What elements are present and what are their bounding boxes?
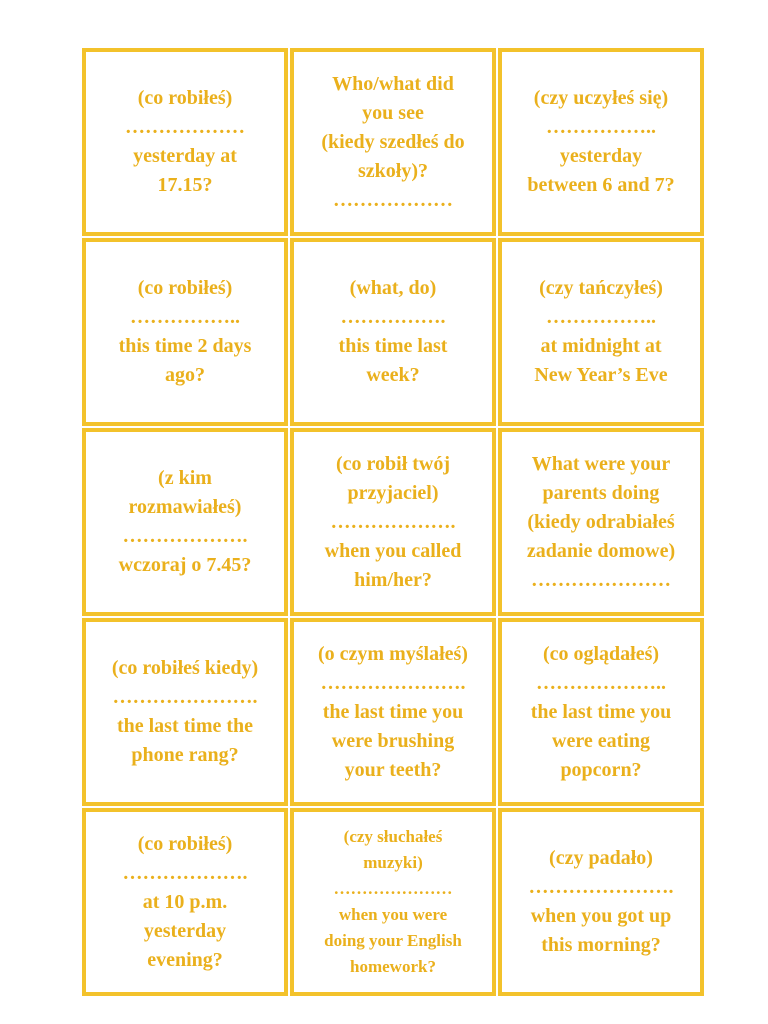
card-13-dots: ………………. — [122, 861, 248, 884]
card-8-line-4: when you called — [324, 539, 462, 562]
card-12-line-5: popcorn? — [560, 758, 642, 781]
card-7-line-2: rozmawiałeś) — [128, 496, 242, 518]
card-2-line-1: Who/what did — [332, 72, 454, 95]
card-5-line-1: (what, do) — [349, 277, 437, 299]
card-15 — [498, 808, 704, 996]
card-11-line-3: the last time you — [322, 700, 464, 723]
card-4 — [82, 238, 288, 426]
card-3 — [498, 48, 704, 236]
card-12-line-1: (co oglądałeś) — [542, 642, 660, 665]
card-4-dots: …………….. — [130, 306, 240, 328]
card-8-line-1: (co robił twój — [335, 452, 451, 475]
card-5-dots: ……………. — [340, 306, 446, 328]
card-13-line-1: (co robiłeś) — [137, 832, 233, 855]
card-12-dots: ……………….. — [536, 671, 666, 694]
card-5-line-4: week? — [366, 364, 420, 386]
card-4-line-1: (co robiłeś) — [137, 277, 233, 299]
card-3-line-3: yesterday — [559, 145, 643, 167]
card-7-dots: ………………. — [122, 525, 248, 547]
card-8-line-5: him/her? — [354, 568, 432, 591]
card-6-line-1: (czy tańczyłeś) — [539, 277, 663, 299]
card-14-dots: ………………… — [333, 879, 453, 898]
card-3-line-1: (czy uczyłeś się) — [533, 87, 669, 109]
card-6-line-3: at midnight at — [540, 335, 662, 357]
card-12-line-4: were eating — [552, 729, 650, 752]
card-2 — [290, 48, 496, 236]
card-13 — [82, 808, 288, 996]
card-3-line-4: between 6 and 7? — [527, 174, 675, 196]
card-14-line-4: when you were — [338, 905, 448, 924]
card-4-line-3: this time 2 days — [118, 335, 252, 357]
card-15-dots: …………………. — [528, 876, 674, 898]
card-5 — [290, 238, 496, 426]
card-8 — [290, 428, 496, 616]
card-7-line-4: wczoraj o 7.45? — [118, 554, 252, 576]
card-15-line-4: this morning? — [541, 934, 661, 956]
card-sheet — [82, 48, 704, 1000]
card-3-dots: …………….. — [546, 116, 656, 138]
card-13-line-4: yesterday — [143, 919, 227, 942]
card-6-dots: …………….. — [546, 306, 656, 328]
card-14-line-5: doing your English — [324, 931, 462, 950]
card-1-dots: ……………… — [125, 116, 245, 138]
card-15-line-3: when you got up — [530, 905, 672, 927]
card-2-dots: ……………… — [333, 188, 453, 211]
card-1 — [82, 48, 288, 236]
card-10-line-4: phone rang? — [131, 744, 239, 766]
card-2-line-3: (kiedy szedłeś do — [321, 130, 465, 153]
card-14-line-2: muzyki) — [363, 853, 423, 872]
card-11-line-1: (o czym myślałeś) — [318, 642, 468, 665]
card-9 — [498, 428, 704, 616]
card-6-line-4: New Year’s Eve — [534, 364, 668, 386]
card-2-line-4: szkoły)? — [358, 159, 428, 182]
card-7-line-1: (z kim — [158, 467, 212, 489]
card-9-line-1: What were your — [531, 452, 671, 475]
card-2-line-2: you see — [362, 101, 424, 124]
card-13-line-5: evening? — [147, 948, 223, 971]
card-4-line-4: ago? — [165, 364, 205, 386]
card-1-line-1: (co robiłeś) — [137, 87, 233, 109]
card-1-line-4: 17.15? — [157, 174, 213, 196]
card-15-line-1: (czy padało) — [549, 847, 653, 869]
card-9-line-2: parents doing — [542, 481, 660, 504]
card-11-dots: …………………. — [320, 671, 466, 694]
card-5-line-3: this time last — [338, 335, 448, 357]
card-9-dots: ………………… — [531, 568, 671, 591]
card-6 — [498, 238, 704, 426]
card-11 — [290, 618, 496, 806]
card-14-line-1: (czy słuchałeś — [343, 827, 443, 846]
card-7 — [82, 428, 288, 616]
card-8-dots: ………………. — [330, 510, 456, 533]
card-12-line-3: the last time you — [530, 700, 672, 723]
card-9-line-3: (kiedy odrabiałeś — [527, 510, 675, 533]
card-10-line-3: the last time the — [116, 715, 254, 737]
card-10-line-1: (co robiłeś kiedy) — [111, 657, 259, 679]
card-13-line-3: at 10 p.m. — [142, 890, 228, 913]
card-1-line-3: yesterday at — [133, 145, 237, 167]
card-10-dots: …………………. — [112, 686, 258, 708]
card-14 — [290, 808, 496, 996]
card-8-line-2: przyjaciel) — [347, 481, 439, 504]
card-9-line-4: zadanie domowe) — [526, 539, 676, 562]
card-11-line-4: were brushing — [331, 729, 455, 752]
card-11-line-5: your teeth? — [344, 758, 442, 781]
card-12 — [498, 618, 704, 806]
card-14-line-6: homework? — [350, 957, 436, 976]
card-10 — [82, 618, 288, 806]
